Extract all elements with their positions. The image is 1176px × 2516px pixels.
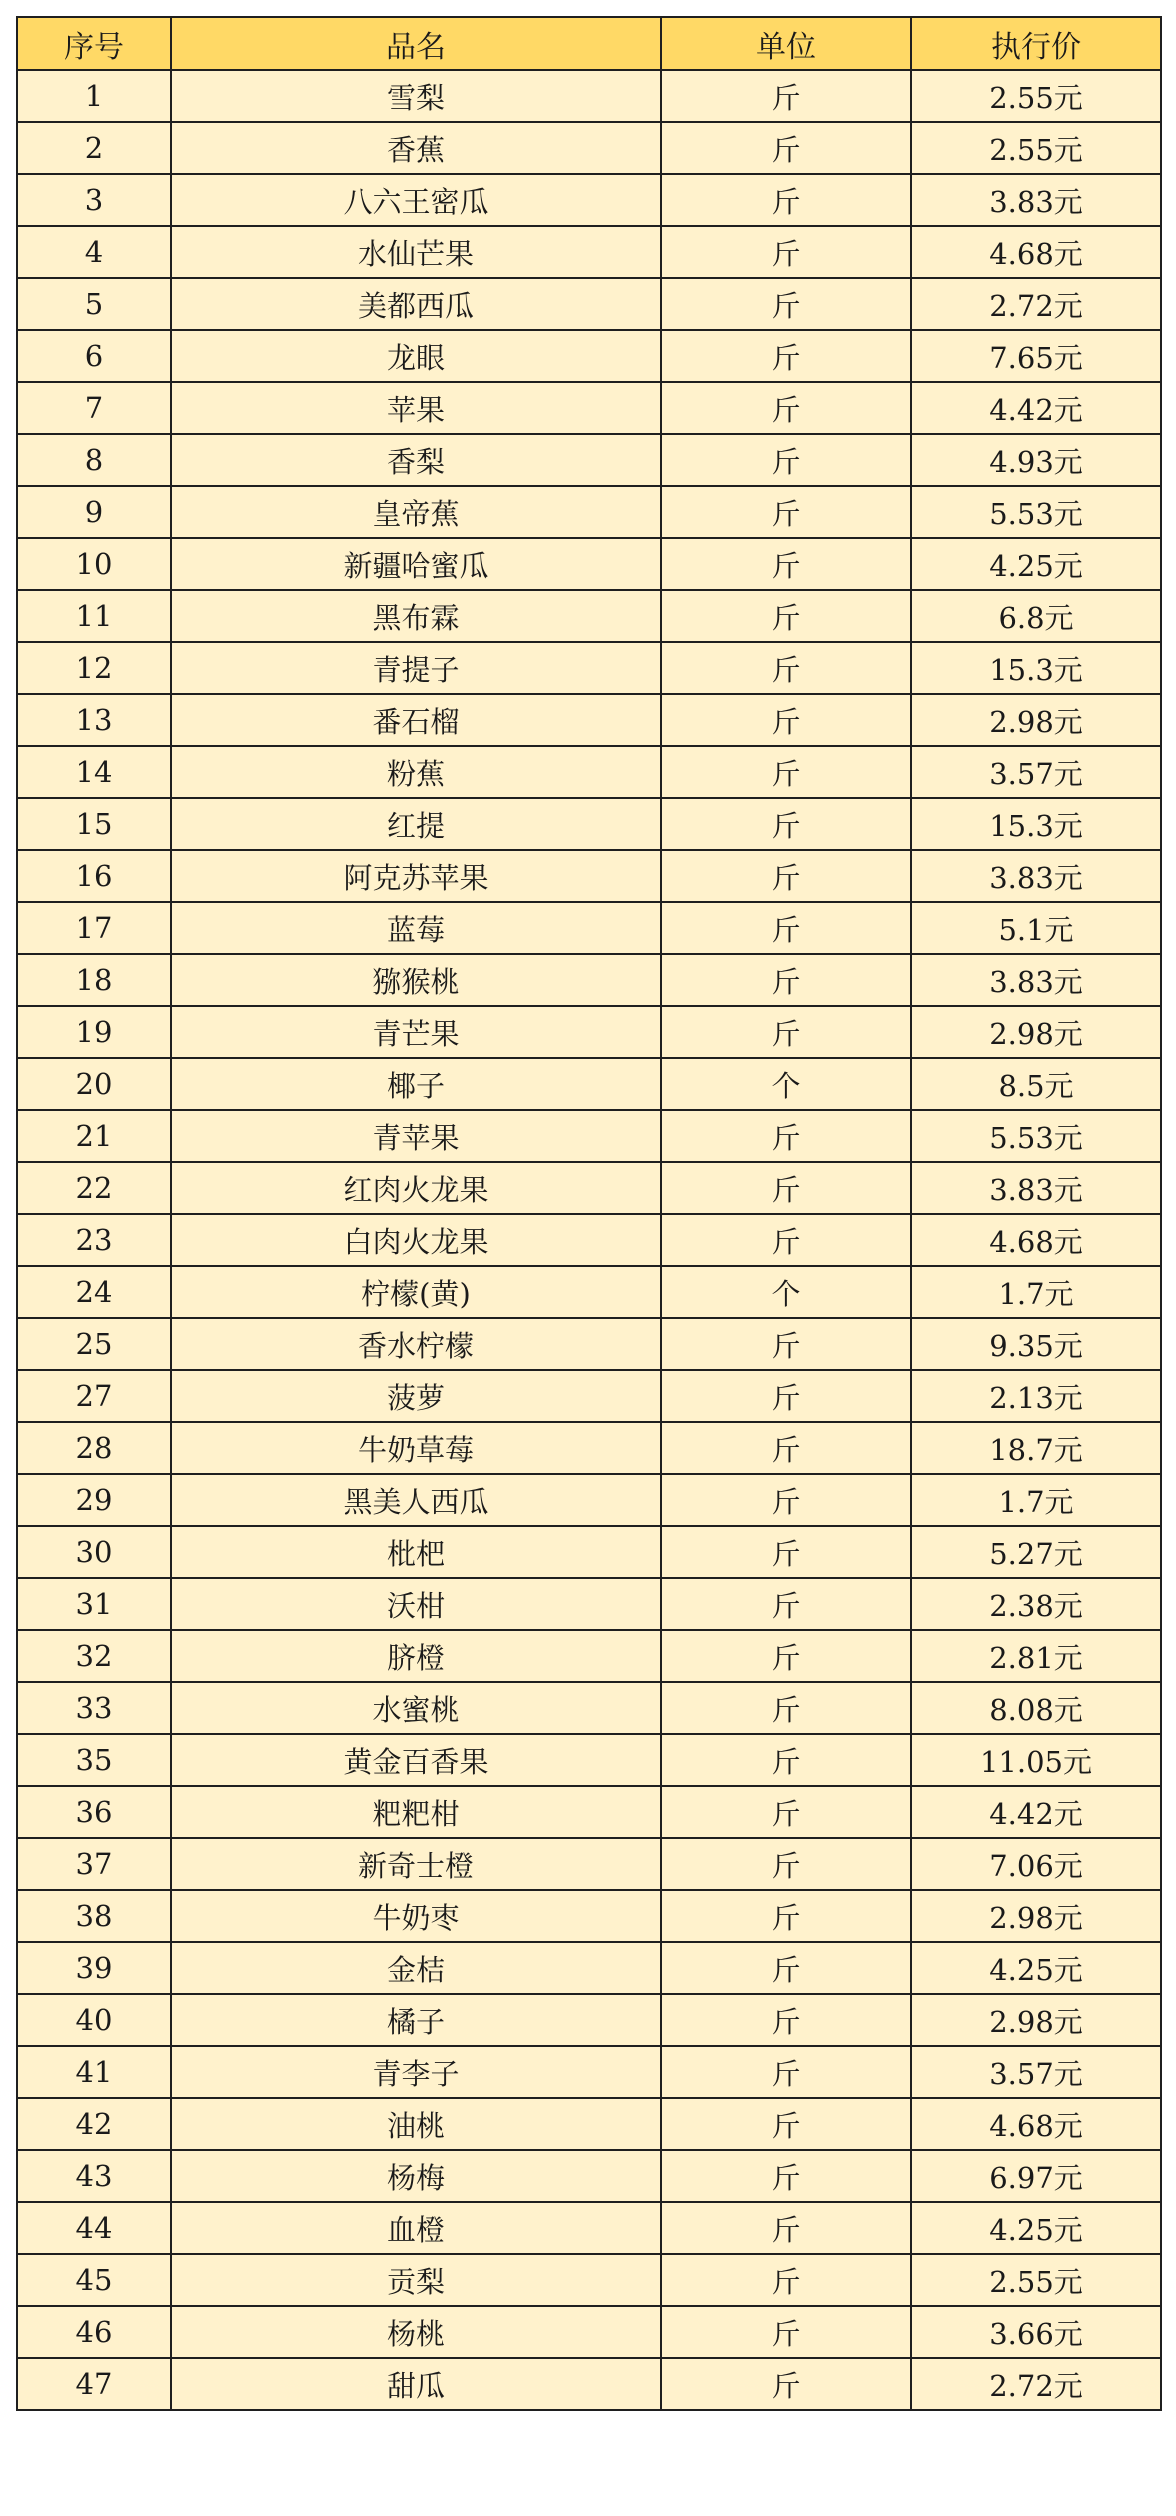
cell-unit: 斤: [661, 174, 911, 226]
cell-name: 牛奶枣: [171, 1890, 661, 1942]
table-row: [17, 746, 1161, 798]
cell-name: 青提子: [171, 642, 661, 694]
cell-price: 4.68元: [911, 226, 1161, 278]
cell-seq: 31: [17, 1578, 171, 1630]
cell-seq: 38: [17, 1890, 171, 1942]
table-row: [17, 1630, 1161, 1682]
cell-price: 4.42元: [911, 1786, 1161, 1838]
cell-unit: 斤: [661, 850, 911, 902]
cell-name: 青李子: [171, 2046, 661, 2098]
cell-price: 1.7元: [911, 1474, 1161, 1526]
cell-price: 5.1元: [911, 902, 1161, 954]
cell-price: 6.97元: [911, 2150, 1161, 2202]
table-row: [17, 1994, 1161, 2046]
cell-unit: 斤: [661, 746, 911, 798]
cell-price: 2.72元: [911, 278, 1161, 330]
cell-price: 1.7元: [911, 1266, 1161, 1318]
cell-unit: 斤: [661, 2150, 911, 2202]
cell-price: 2.13元: [911, 1370, 1161, 1422]
table-row: [17, 1058, 1161, 1110]
table-row: [17, 2150, 1161, 2202]
header-name: 品名: [171, 17, 661, 70]
table-row: [17, 1214, 1161, 1266]
table-row: [17, 2202, 1161, 2254]
cell-seq: 47: [17, 2358, 171, 2410]
cell-name: 红肉火龙果: [171, 1162, 661, 1214]
table-row: [17, 694, 1161, 746]
cell-unit: 斤: [661, 590, 911, 642]
cell-price: 4.68元: [911, 2098, 1161, 2150]
cell-seq: 40: [17, 1994, 171, 2046]
cell-name: 美都西瓜: [171, 278, 661, 330]
cell-price: 2.55元: [911, 122, 1161, 174]
cell-price: 4.25元: [911, 1942, 1161, 1994]
cell-seq: 23: [17, 1214, 171, 1266]
cell-seq: 41: [17, 2046, 171, 2098]
cell-price: 2.55元: [911, 2254, 1161, 2306]
cell-name: 脐橙: [171, 1630, 661, 1682]
table-row: [17, 1890, 1161, 1942]
cell-name: 番石榴: [171, 694, 661, 746]
cell-seq: 28: [17, 1422, 171, 1474]
cell-unit: 斤: [661, 226, 911, 278]
cell-seq: 10: [17, 538, 171, 590]
cell-seq: 33: [17, 1682, 171, 1734]
cell-price: 2.98元: [911, 1890, 1161, 1942]
table-row: [17, 2046, 1161, 2098]
cell-price: 4.68元: [911, 1214, 1161, 1266]
cell-unit: 个: [661, 1058, 911, 1110]
cell-price: 2.38元: [911, 1578, 1161, 1630]
table-row: [17, 1578, 1161, 1630]
cell-name: 阿克苏苹果: [171, 850, 661, 902]
cell-name: 贡梨: [171, 2254, 661, 2306]
cell-price: 5.53元: [911, 1110, 1161, 1162]
table-row: [17, 1006, 1161, 1058]
cell-name: 雪梨: [171, 70, 661, 122]
table-row: [17, 2358, 1161, 2410]
cell-price: 9.35元: [911, 1318, 1161, 1370]
cell-unit: 斤: [661, 1110, 911, 1162]
table-row: [17, 590, 1161, 642]
table-row: [17, 1110, 1161, 1162]
cell-unit: 斤: [661, 278, 911, 330]
cell-name: 沃柑: [171, 1578, 661, 1630]
cell-name: 杨桃: [171, 2306, 661, 2358]
table-row: [17, 1942, 1161, 1994]
cell-seq: 1: [17, 70, 171, 122]
cell-seq: 32: [17, 1630, 171, 1682]
table-row: [17, 382, 1161, 434]
cell-price: 7.65元: [911, 330, 1161, 382]
cell-seq: 29: [17, 1474, 171, 1526]
cell-seq: 12: [17, 642, 171, 694]
cell-seq: 4: [17, 226, 171, 278]
cell-seq: 8: [17, 434, 171, 486]
table-row: [17, 642, 1161, 694]
cell-name: 牛奶草莓: [171, 1422, 661, 1474]
cell-seq: 14: [17, 746, 171, 798]
header-seq: 序号: [17, 17, 171, 70]
cell-unit: 斤: [661, 1942, 911, 1994]
cell-unit: 斤: [661, 694, 911, 746]
cell-price: 18.7元: [911, 1422, 1161, 1474]
cell-unit: 斤: [661, 2202, 911, 2254]
cell-name: 猕猴桃: [171, 954, 661, 1006]
cell-unit: 斤: [661, 1214, 911, 1266]
cell-price: 3.66元: [911, 2306, 1161, 2358]
table-header: [17, 17, 1161, 70]
table-row: [17, 1734, 1161, 1786]
cell-name: 菠萝: [171, 1370, 661, 1422]
cell-unit: 斤: [661, 330, 911, 382]
header-row: [17, 17, 1161, 70]
cell-price: 6.8元: [911, 590, 1161, 642]
table-row: [17, 122, 1161, 174]
cell-seq: 6: [17, 330, 171, 382]
cell-name: 蓝莓: [171, 902, 661, 954]
cell-price: 3.83元: [911, 1162, 1161, 1214]
cell-price: 11.05元: [911, 1734, 1161, 1786]
cell-name: 黄金百香果: [171, 1734, 661, 1786]
cell-unit: 斤: [661, 1422, 911, 1474]
cell-unit: 斤: [661, 1162, 911, 1214]
price-table: [16, 16, 1162, 2411]
table-row: [17, 1318, 1161, 1370]
table-row: [17, 1526, 1161, 1578]
cell-seq: 19: [17, 1006, 171, 1058]
cell-price: 4.25元: [911, 2202, 1161, 2254]
table-row: [17, 70, 1161, 122]
cell-seq: 39: [17, 1942, 171, 1994]
cell-price: 2.72元: [911, 2358, 1161, 2410]
cell-price: 3.83元: [911, 954, 1161, 1006]
cell-name: 血橙: [171, 2202, 661, 2254]
cell-unit: 斤: [661, 1890, 911, 1942]
cell-name: 八六王密瓜: [171, 174, 661, 226]
cell-price: 3.57元: [911, 746, 1161, 798]
cell-seq: 36: [17, 1786, 171, 1838]
table-row: [17, 1474, 1161, 1526]
cell-unit: 斤: [661, 1838, 911, 1890]
header-price: 执行价: [911, 17, 1161, 70]
cell-seq: 24: [17, 1266, 171, 1318]
table-row: [17, 486, 1161, 538]
cell-name: 香梨: [171, 434, 661, 486]
cell-seq: 42: [17, 2098, 171, 2150]
cell-unit: 斤: [661, 122, 911, 174]
cell-unit: 斤: [661, 902, 911, 954]
table-body: [17, 70, 1161, 2410]
cell-unit: 斤: [661, 2046, 911, 2098]
table-row: [17, 278, 1161, 330]
table-row: [17, 1162, 1161, 1214]
cell-seq: 21: [17, 1110, 171, 1162]
cell-unit: 斤: [661, 434, 911, 486]
cell-unit: 斤: [661, 486, 911, 538]
table-row: [17, 1682, 1161, 1734]
cell-name: 粉蕉: [171, 746, 661, 798]
cell-price: 3.57元: [911, 2046, 1161, 2098]
cell-name: 水仙芒果: [171, 226, 661, 278]
cell-price: 15.3元: [911, 642, 1161, 694]
cell-name: 黑美人西瓜: [171, 1474, 661, 1526]
cell-unit: 斤: [661, 2358, 911, 2410]
table-row: [17, 902, 1161, 954]
cell-price: 2.98元: [911, 694, 1161, 746]
cell-price: 2.81元: [911, 1630, 1161, 1682]
cell-seq: 35: [17, 1734, 171, 1786]
cell-unit: 斤: [661, 1734, 911, 1786]
cell-price: 4.25元: [911, 538, 1161, 590]
cell-unit: 斤: [661, 2254, 911, 2306]
cell-name: 黑布霖: [171, 590, 661, 642]
table-row: [17, 434, 1161, 486]
cell-price: 5.53元: [911, 486, 1161, 538]
cell-name: 青芒果: [171, 1006, 661, 1058]
cell-seq: 17: [17, 902, 171, 954]
cell-unit: 斤: [661, 1318, 911, 1370]
table-row: [17, 226, 1161, 278]
cell-seq: 43: [17, 2150, 171, 2202]
cell-price: 2.98元: [911, 1006, 1161, 1058]
cell-price: 5.27元: [911, 1526, 1161, 1578]
cell-name: 青苹果: [171, 1110, 661, 1162]
cell-seq: 44: [17, 2202, 171, 2254]
cell-name: 水蜜桃: [171, 1682, 661, 1734]
header-unit: 单位: [661, 17, 911, 70]
cell-seq: 16: [17, 850, 171, 902]
table-row: [17, 1786, 1161, 1838]
table-row: [17, 174, 1161, 226]
cell-unit: 斤: [661, 2306, 911, 2358]
cell-seq: 25: [17, 1318, 171, 1370]
cell-name: 柠檬(黄): [171, 1266, 661, 1318]
cell-price: 7.06元: [911, 1838, 1161, 1890]
cell-seq: 22: [17, 1162, 171, 1214]
table-row: [17, 2306, 1161, 2358]
table-row: [17, 1266, 1161, 1318]
cell-seq: 5: [17, 278, 171, 330]
cell-unit: 斤: [661, 1630, 911, 1682]
cell-name: 香水柠檬: [171, 1318, 661, 1370]
cell-unit: 斤: [661, 70, 911, 122]
cell-seq: 15: [17, 798, 171, 850]
table-row: [17, 850, 1161, 902]
cell-name: 白肉火龙果: [171, 1214, 661, 1266]
cell-name: 枇杷: [171, 1526, 661, 1578]
cell-seq: 2: [17, 122, 171, 174]
cell-seq: 11: [17, 590, 171, 642]
cell-price: 8.08元: [911, 1682, 1161, 1734]
cell-unit: 斤: [661, 1526, 911, 1578]
cell-price: 3.83元: [911, 850, 1161, 902]
cell-unit: 斤: [661, 642, 911, 694]
cell-name: 红提: [171, 798, 661, 850]
cell-price: 4.42元: [911, 382, 1161, 434]
cell-unit: 斤: [661, 1786, 911, 1838]
cell-name: 甜瓜: [171, 2358, 661, 2410]
table-row: [17, 798, 1161, 850]
cell-seq: 9: [17, 486, 171, 538]
cell-unit: 斤: [661, 538, 911, 590]
cell-unit: 斤: [661, 1006, 911, 1058]
cell-price: 2.55元: [911, 70, 1161, 122]
cell-seq: 27: [17, 1370, 171, 1422]
cell-name: 油桃: [171, 2098, 661, 2150]
cell-unit: 斤: [661, 382, 911, 434]
table-row: [17, 954, 1161, 1006]
cell-name: 新疆哈蜜瓜: [171, 538, 661, 590]
cell-seq: 37: [17, 1838, 171, 1890]
cell-seq: 46: [17, 2306, 171, 2358]
cell-unit: 斤: [661, 1474, 911, 1526]
cell-unit: 斤: [661, 1578, 911, 1630]
cell-name: 龙眼: [171, 330, 661, 382]
cell-seq: 3: [17, 174, 171, 226]
cell-unit: 斤: [661, 1682, 911, 1734]
table-row: [17, 2254, 1161, 2306]
cell-price: 15.3元: [911, 798, 1161, 850]
cell-seq: 13: [17, 694, 171, 746]
cell-price: 8.5元: [911, 1058, 1161, 1110]
cell-seq: 18: [17, 954, 171, 1006]
table-row: [17, 330, 1161, 382]
cell-name: 金桔: [171, 1942, 661, 1994]
table-row: [17, 538, 1161, 590]
cell-name: 橘子: [171, 1994, 661, 2046]
table-row: [17, 2098, 1161, 2150]
cell-unit: 斤: [661, 2098, 911, 2150]
table-row: [17, 1422, 1161, 1474]
cell-seq: 7: [17, 382, 171, 434]
table-row: [17, 1838, 1161, 1890]
cell-name: 皇帝蕉: [171, 486, 661, 538]
cell-seq: 45: [17, 2254, 171, 2306]
cell-unit: 斤: [661, 954, 911, 1006]
cell-name: 杨梅: [171, 2150, 661, 2202]
cell-name: 苹果: [171, 382, 661, 434]
cell-name: 椰子: [171, 1058, 661, 1110]
table-row: [17, 1370, 1161, 1422]
cell-unit: 斤: [661, 798, 911, 850]
cell-seq: 20: [17, 1058, 171, 1110]
cell-price: 2.98元: [911, 1994, 1161, 2046]
cell-name: 粑粑柑: [171, 1786, 661, 1838]
cell-unit: 斤: [661, 1994, 911, 2046]
cell-price: 4.93元: [911, 434, 1161, 486]
cell-unit: 斤: [661, 1370, 911, 1422]
cell-price: 3.83元: [911, 174, 1161, 226]
cell-name: 香蕉: [171, 122, 661, 174]
cell-seq: 30: [17, 1526, 171, 1578]
cell-unit: 个: [661, 1266, 911, 1318]
cell-name: 新奇士橙: [171, 1838, 661, 1890]
